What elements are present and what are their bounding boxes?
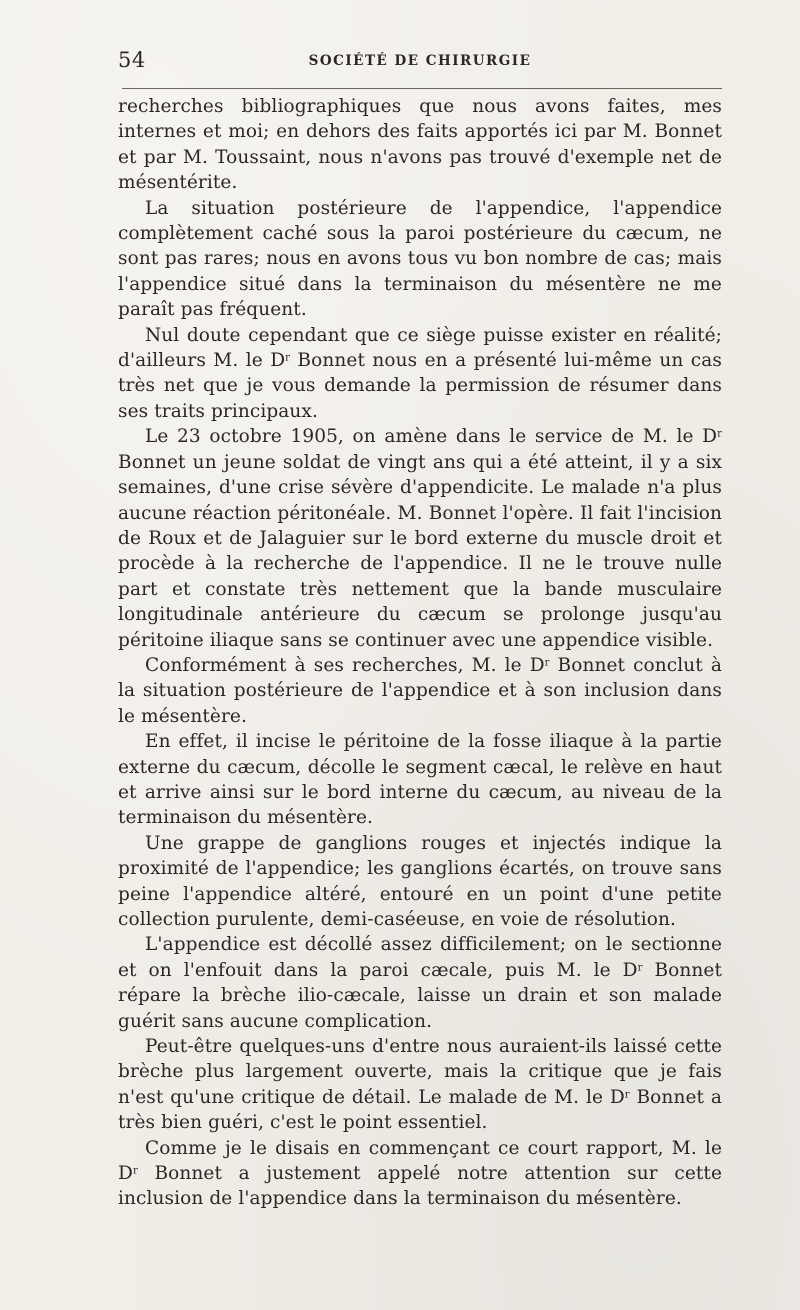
- paragraph: [118, 323, 722, 425]
- text-run: Conformément à ses recherches, M. le D: [145, 654, 545, 676]
- text-run: Comme je le disais en commençant ce court rapport, M. le D: [118, 1137, 722, 1185]
- superscript: r: [285, 352, 291, 364]
- text-run: Bonnet un jeune soldat de vingt ans qui a été atteint, il y a six semaines, d'une crise sévère d'appendicite. Le malade n'a plus aucune réaction péritonéale. M. Bonnet l'opère. Il fait l'incision de Roux et de Jalaguier sur le bord externe du muscle droit et procède à la recherche de l'appendice. Il ne le trouve nulle part et constate très nettement que la bande musculaire longitudinale antérieure du cæcum se prolonge jusqu'au péritoine iliaque sans se continuer avec une appendice visible.: [118, 451, 722, 651]
- paragraph: [118, 196, 722, 323]
- text-run: Bonnet a très bien guéri, c'est le point essentiel.: [118, 1086, 722, 1134]
- paragraph: [118, 831, 722, 933]
- superscript: r: [132, 1165, 138, 1177]
- paragraph: [118, 424, 722, 653]
- text-run: Bonnet conclut à la situation postérieure de l'appendice et à son inclusion dans le mésentère.: [118, 654, 722, 727]
- paragraph: [118, 1136, 722, 1212]
- text-run: Bonnet répare la brèche ilio-cæcale, laisse un drain et son malade guérit sans aucune complication.: [118, 959, 722, 1032]
- paragraph: [118, 94, 722, 196]
- running-title: SOCIÉTÉ DE CHIRURGIE: [308, 53, 532, 69]
- paragraph: [118, 932, 722, 1034]
- paragraph: [118, 1034, 722, 1136]
- text-run: En effet, il incise le péritoine de la fosse iliaque à la partie externe du cæcum, décolle le segment cæcal, le relève en haut et arrive ainsi sur le bord interne du cæcum, au niveau de la terminaison du mésentère.: [118, 731, 722, 829]
- page-number: 54: [118, 48, 146, 72]
- superscript: r: [637, 962, 643, 974]
- header-rule: [122, 88, 722, 89]
- text-run: Bonnet a justement appelé notre attention sur cette inclusion de l'appendice dans la terminaison du mésentère.: [118, 1163, 722, 1210]
- text-run: recherches bibliographiques que nous avons faites, mes internes et moi; en dehors des faits apportés ici par M. Bonnet et par M. Toussaint, nous n'avons pas trouvé d'exemple net de mésentérite.: [118, 96, 722, 194]
- body-text: [118, 94, 722, 1212]
- superscript: r: [624, 1089, 630, 1101]
- text-run: Peut-être quelques-uns d'entre nous auraient-ils laissé cette brèche plus largement ouverte, mais la critique que je fais n'est qu'une critique de détail. Le malade de M. le D: [118, 1036, 722, 1108]
- paragraph: [118, 729, 722, 831]
- text-run: La situation postérieure de l'appendice, l'appendice complètement caché sous la paroi postérieure du cæcum, ne sont pas rares; nous en avons tous vu bon nombre de cas; mais l'appendice situé dans la terminaison du mésentère ne me paraît pas fréquent.: [118, 197, 722, 321]
- superscript: r: [717, 428, 722, 440]
- text-run: Le 23 octobre 1905, on amène dans le service de M. le D: [145, 426, 718, 448]
- text-run: L'appendice est décollé assez difficilement; on le sectionne et on l'enfouit dans la paroi cæcale, puis M. le D: [118, 934, 722, 981]
- page-header: [118, 44, 722, 74]
- text-run: Bonnet nous en a présenté lui-même un cas très net que je vous demande la permission de résumer dans ses traits principaux.: [118, 350, 722, 422]
- text-run: Nul doute cependant que ce siège puisse exister en réalité; d'ailleurs M. le D: [118, 324, 722, 372]
- text-run: Une grappe de ganglions rouges et injectés indique la proximité de l'appendice; les ganglions écartés, on trouve sans peine l'appendice altéré, entouré en un point d'une petite collection purulente, demi-caséeuse, en voie de résolution.: [118, 832, 722, 930]
- paragraph: [118, 653, 722, 729]
- superscript: r: [544, 657, 550, 669]
